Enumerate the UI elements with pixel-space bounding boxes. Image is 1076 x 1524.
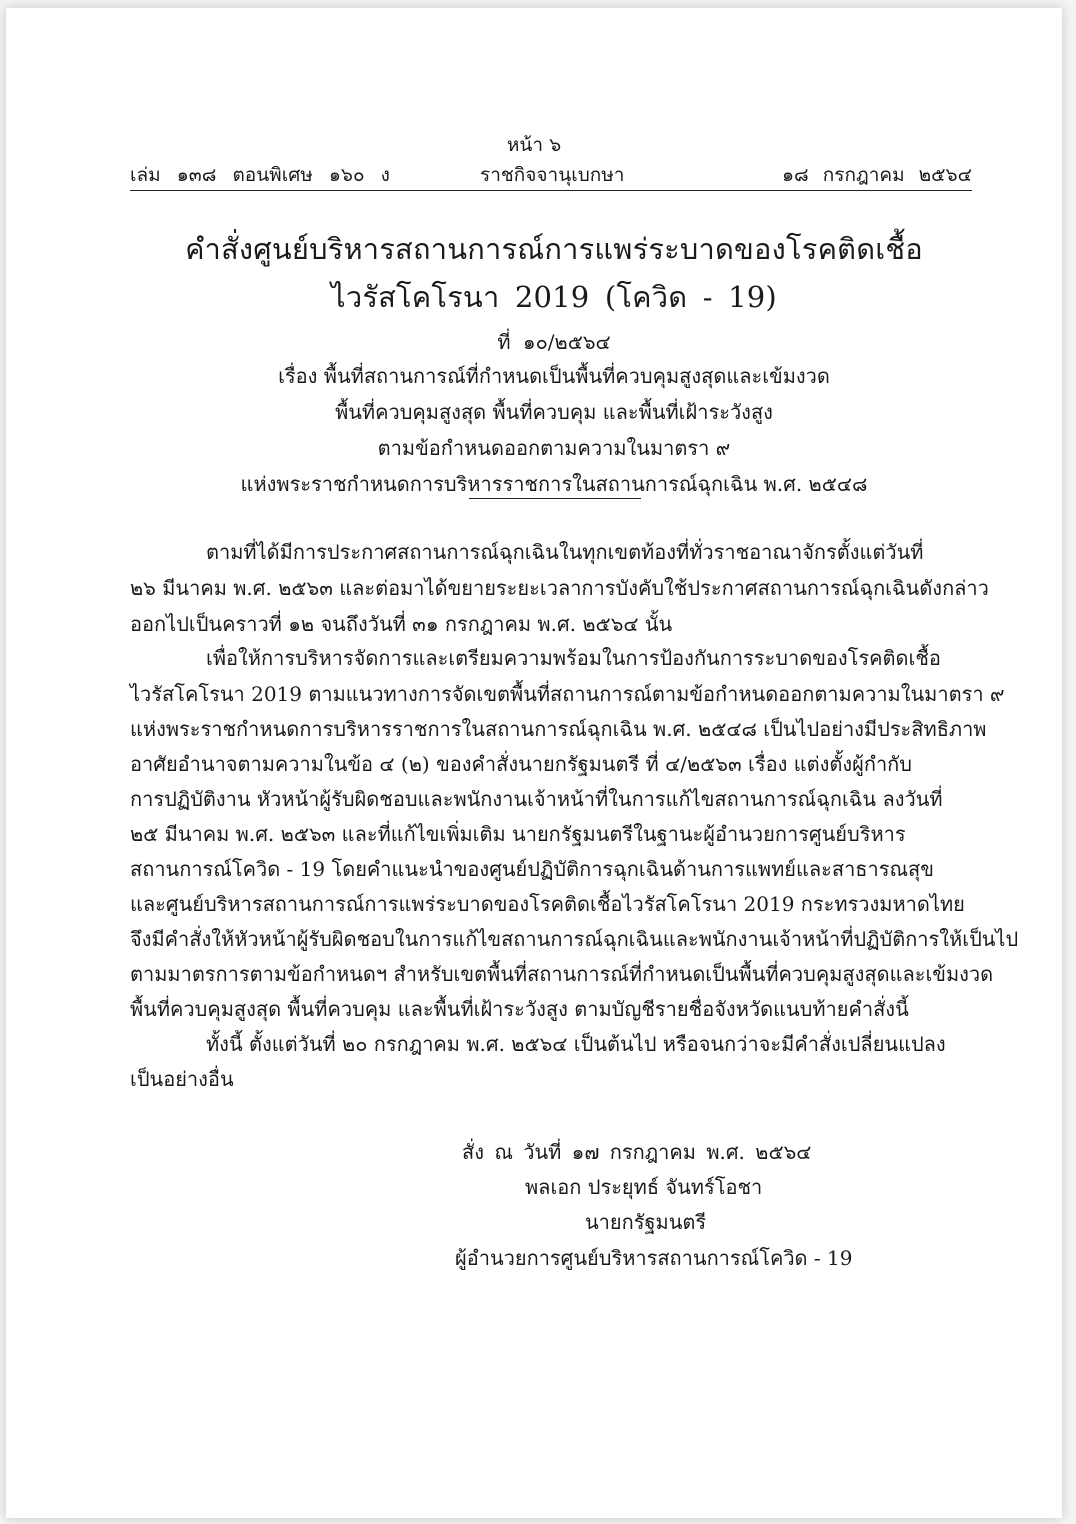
body-line: และศูนย์บริหารสถานการณ์การแพร่ระบาดของโรคติดเชื้อไวรัสโคโรนา 2019 กระทรวงมหาดไทย (130, 892, 965, 916)
body-line: แห่งพระราชกำหนดการบริหารราชการในสถานการณ์ฉุกเฉิน พ.ศ. ๒๕๔๘ เป็นไปอย่างมีประสิทธิภาพ (130, 717, 987, 741)
subject-line-3: ตามข้อกำหนดออกตามความในมาตรา ๙ (377, 436, 731, 460)
body-line: เป็นอย่างอื่น (130, 1067, 234, 1091)
body-line: พื้นที่ควบคุมสูงสุด พื้นที่ควบคุม และพื้นที่เฝ้าระวังสูง ตามบัญชีรายชื่อจังหวัดแนบท้ายคำสั่งนี้ (130, 997, 909, 1021)
body-line: ออกไปเป็นคราวที่ ๑๒ จนถึงวันที่ ๓๑ กรกฎาคม พ.ศ. ๒๕๖๔ นั้น (130, 612, 673, 636)
subject-line-4: แห่งพระราชกำหนดการบริหารราชการในสถานการณ์ฉุกเฉิน พ.ศ. ๒๕๔๘ (240, 472, 868, 496)
order-title-line-2: ไวรัสโคโรนา 2019 (โควิด - 19) (331, 280, 777, 314)
body-line: ๒๕ มีนาคม พ.ศ. ๒๕๖๓ และที่แก้ไขเพิ่มเติม นายกรัฐมนตรีในฐานะผู้อำนวยการศูนย์บริหาร (130, 822, 906, 846)
signature-date: สั่ง ณ วันที่ ๑๗ กรกฎาคม พ.ศ. ๒๕๖๔ (462, 1140, 812, 1164)
subject-divider (469, 498, 641, 499)
body-line: ไวรัสโคโรนา 2019 ตามแนวทางการจัดเขตพื้นที่สถานการณ์ตามข้อกำหนดออกตามความในมาตรา ๙ (130, 682, 1005, 706)
body-line: การปฏิบัติงาน หัวหน้าผู้รับผิดชอบและพนักงานเจ้าหน้าที่ในการแก้ไขสถานการณ์ฉุกเฉิน ลงวันที่ (130, 787, 943, 811)
order-number: ที่ ๑๐/๒๕๖๔ (497, 330, 611, 354)
page-number: หน้า ๖ (506, 134, 562, 156)
subject-line-2: พื้นที่ควบคุมสูงสุด พื้นที่ควบคุม และพื้นที่เฝ้าระวังสูง (335, 400, 773, 424)
body-line: ตามมาตรการตามข้อกำหนดฯ สำหรับเขตพื้นที่สถานการณ์ที่กำหนดเป็นพื้นที่ควบคุมสูงสุดและเข้มงวด (130, 962, 994, 986)
body-line: ตามที่ได้มีการประกาศสถานการณ์ฉุกเฉินในทุกเขตท้องที่ทั่วราชอาณาจักรตั้งแต่วันที่ (206, 540, 924, 564)
body-line: จึงมีคำสั่งให้หัวหน้าผู้รับผิดชอบในการแก้ไขสถานการณ์ฉุกเฉินและพนักงานเจ้าหน้าที่ปฏิบัติการให้เป็นไป (130, 927, 1019, 951)
document-page (6, 8, 1062, 1518)
order-title-line-1: คำสั่งศูนย์บริหารสถานการณ์การแพร่ระบาดของโรคติดเชื้อ (185, 232, 923, 266)
header-rule (130, 190, 972, 191)
gazette-date: ๑๘ กรกฎาคม ๒๕๖๔ (781, 164, 972, 186)
subject-line-1: เรื่อง พื้นที่สถานการณ์ที่กำหนดเป็นพื้นที่ควบคุมสูงสุดและเข้มงวด (278, 364, 830, 388)
gazette-volume: เล่ม ๑๓๘ ตอนพิเศษ ๑๖๐ ง (130, 164, 390, 186)
body-line: ทั้งนี้ ตั้งแต่วันที่ ๒๐ กรกฎาคม พ.ศ. ๒๕๖๔ เป็นต้นไป หรือจนกว่าจะมีคำสั่งเปลี่ยนแปลง (206, 1032, 946, 1056)
body-line: ๒๖ มีนาคม พ.ศ. ๒๕๖๓ และต่อมาได้ขยายระยะเวลาการบังคับใช้ประกาศสถานการณ์ฉุกเฉินดังกล่าว (130, 576, 989, 600)
body-line: เพื่อให้การบริหารจัดการและเตรียมความพร้อมในการป้องกันการระบาดของโรคติดเชื้อ (206, 646, 941, 670)
body-line: สถานการณ์โควิด - 19 โดยคำแนะนำของศูนย์ปฏิบัติการฉุกเฉินด้านการแพทย์และสาธารณสุข (130, 857, 934, 881)
gazette-name: ราชกิจจานุเบกษา (480, 164, 625, 186)
signatory-position: นายกรัฐมนตรี (585, 1210, 707, 1234)
signatory-name: พลเอก ประยุทธ์ จันทร์โอชา (525, 1175, 763, 1199)
signatory-position-2: ผู้อำนวยการศูนย์บริหารสถานการณ์โควิด - 19 (455, 1246, 853, 1270)
body-line: อาศัยอำนาจตามความในข้อ ๔ (๒) ของคำสั่งนายกรัฐมนตรี ที่ ๔/๒๕๖๓ เรื่อง แต่งตั้งผู้กำกับ (130, 752, 912, 776)
